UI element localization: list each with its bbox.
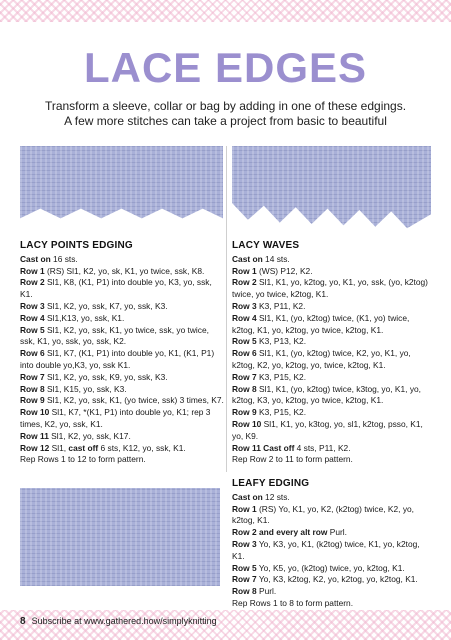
pattern-lacy-waves — [232, 240, 432, 466]
pattern-row: Row 1 (RS) Sl1, K2, yo, sk, K1, yo twice, ssk, K8. — [20, 265, 205, 276]
pattern-row: Row 8 Sl1, K1, (yo, k2tog) twice, k3tog, yo, K1, yo, k2tog, K3, yo, k2tog, yo twice, k2tog, K1. — [232, 383, 421, 406]
pattern-row: Cast on 14 sts. — [232, 253, 290, 264]
pattern-lacy-points — [20, 240, 224, 466]
pattern-row: Row 1 (RS) Yo, K1, yo, K2, (k2tog) twice, K2, yo, k2tog, K1. — [232, 503, 415, 526]
pattern-leafy-edging — [232, 478, 432, 610]
column-divider — [226, 146, 227, 472]
leafy-edging-photo — [20, 488, 220, 586]
pattern-row: Row 5 Yo, K5, yo, (k2tog) twice, yo, k2tog, K1. — [232, 562, 405, 573]
page-footer — [20, 616, 217, 627]
pattern-row: Rep Rows 1 to 12 to form pattern. — [20, 454, 146, 465]
pattern-row: Row 2 Sl1, K1, yo, k2tog, yo, K1, yo, ssk, (yo, k2tog) twice, yo twice, k2tog, K1. — [232, 277, 428, 300]
pattern-row: Row 8 Sl1, K15, yo, ssk, K3. — [20, 383, 127, 394]
page-title: LACE EDGES — [83, 44, 368, 91]
decorative-top-border — [0, 0, 451, 22]
subtitle-line-1: Transform a sleeve, collar or bag by adding in one of these edgings. — [44, 99, 407, 113]
pattern-row: Row 3 K3, P11, K2. — [232, 300, 306, 311]
pattern-row: Rep Row 2 to 11 to form pattern. — [232, 454, 353, 465]
pattern-row: Row 10 Sl1, K1, yo, k3tog, yo, sl1, k2tog, psso, K1, yo, K9. — [232, 418, 423, 441]
pattern-row: Row 6 Sl1, K1, (yo, k2tog) twice, K2, yo, K1, yo, k2tog, K2, yo, k2tog, yo, twice, k2tog, K1. — [232, 348, 411, 370]
pattern-row: Row 9 Sl1, K2, yo, ssk, K1, (yo twice, ssk) 3 times, K7. — [20, 395, 224, 406]
pattern-row: Rep Rows 1 to 8 to form pattern. — [232, 597, 354, 608]
pattern-row: Row 3 Yo, K3, yo, K1, (k2tog) twice, K1, yo, k2tog, K1. — [232, 538, 420, 561]
pattern-row: Row 7 K3, P15, K2. — [232, 371, 307, 382]
pattern-row: Row 11 Cast off 4 sts, P11, K2. — [232, 442, 351, 453]
pattern-row: Row 11 Sl1, K2, yo, ssk, K17. — [20, 430, 131, 441]
pattern-row: Row 2 Sl1, K8, (K1, P1) into double yo, K3, yo, ssk, K1. — [20, 277, 212, 300]
footer-subscribe-text: Subscribe at www.gathered.how/simplyknitting — [31, 616, 217, 626]
pattern-row: Row 8 Purl. — [232, 586, 277, 597]
pattern-title: LACY POINTS EDGING — [20, 240, 133, 251]
pattern-title: LACY WAVES — [232, 240, 300, 251]
pattern-row: Row 5 K3, P13, K2. — [232, 336, 307, 347]
subtitle-line-2: A few more stitches can take a project from basic to beautiful — [64, 114, 387, 128]
pattern-row: Row 4 Sl1, K1, (yo, k2tog) twice, (K1, yo) twice, k2tog, K1, yo, k2tog, yo twice, k2tog, K1. — [232, 312, 410, 335]
pattern-row: Row 3 Sl1, K2, yo, ssk, K7, yo, ssk, K3. — [20, 300, 168, 311]
pattern-row: Row 2 and every alt row Purl. — [232, 527, 347, 538]
lacy-points-photo — [20, 146, 223, 231]
pattern-row: Row 7 Sl1, K2, yo, ssk, K9, yo, ssk, K3. — [20, 371, 168, 382]
pattern-row: Row 4 Sl1,K13, yo, ssk, K1. — [20, 312, 125, 323]
pattern-row: Cast on 16 sts. — [20, 253, 78, 264]
lacy-waves-photo — [232, 146, 431, 231]
pattern-row: Row 6 Sl1, K7, (K1, P1) into double yo, K1, (K1, P1) into double yo,K3, yo, ssk K1. — [20, 348, 215, 370]
page-number: 8 — [20, 616, 26, 627]
pattern-row: Row 10 Sl1, K7, *(K1, P1) into double yo, K1; rep 3 times, K2, yo, ssk, K1. — [20, 407, 211, 429]
pattern-row: Cast on 12 sts. — [232, 491, 290, 502]
pattern-title: LEAFY EDGING — [232, 478, 310, 489]
pattern-row: Row 9 K3, P15, K2. — [232, 407, 307, 418]
pattern-row: Row 5 Sl1, K2, yo, ssk, K1, yo twice, ssk, yo twice, ssk, K1, yo, ssk, yo, ssk, K2. — [20, 324, 209, 347]
pattern-row: Row 7 Yo, K3, k2tog, K2, yo, k2tog, yo, k2tog, K1. — [232, 574, 418, 585]
pattern-row: Row 1 (WS) P12, K2. — [232, 265, 313, 276]
page-subtitle — [20, 99, 431, 129]
pattern-row: Row 12 Sl1, cast off 6 sts, K12, yo, ssk, K1. — [20, 442, 186, 453]
